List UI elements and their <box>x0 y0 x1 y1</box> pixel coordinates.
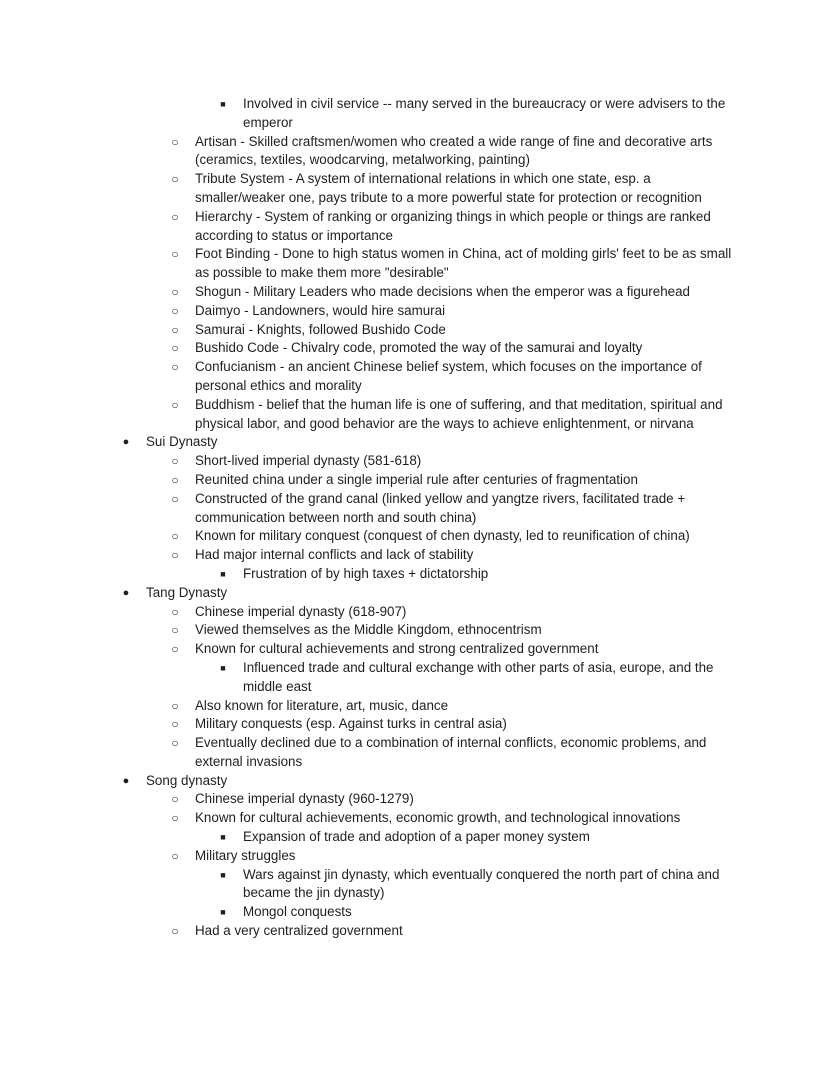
list-item <box>0 922 735 941</box>
outline-list <box>0 95 828 941</box>
list-item <box>0 621 735 640</box>
list-item-text: Known for military conquest (conquest of chen dynasty, led to reunification of china) <box>195 528 690 544</box>
list-item-text: Hierarchy - System of ranking or organizing things in which people or things are ranked according to status or importance <box>195 208 711 243</box>
list-item-text: Had a very centralized government <box>195 923 403 939</box>
square-bullet-icon: ■ <box>220 99 226 109</box>
list-item <box>0 734 735 772</box>
list-item-text: Frustration of by high taxes + dictatorship <box>243 565 489 581</box>
list-item-text: Buddhism - belief that the human life is one of suffering, and that meditation, spiritual and physical labor, and good behavior are the ways to achieve enlightenment, or nirvana <box>195 396 723 431</box>
list-item-text: Involved in civil service -- many served in the bureaucracy or were advisers to the emperor <box>243 96 726 130</box>
list-item <box>0 828 735 847</box>
hollow-circle-bullet-icon: ○ <box>171 284 179 299</box>
list-item <box>0 527 735 546</box>
list-item-text: Reunited china under a single imperial rule after centuries of fragmentation <box>195 471 638 487</box>
list-item <box>0 640 735 659</box>
list-item <box>0 321 735 340</box>
list-item <box>0 847 735 866</box>
list-item <box>0 358 735 396</box>
filled-circle-bullet-icon: ● <box>122 774 130 787</box>
list-item-text: Chinese imperial dynasty (960-1279) <box>195 791 414 807</box>
list-item <box>0 471 735 490</box>
hollow-circle-bullet-icon: ○ <box>171 604 179 619</box>
hollow-circle-bullet-icon: ○ <box>171 454 179 469</box>
list-item <box>0 659 735 697</box>
filled-circle-bullet-icon: ● <box>122 586 130 599</box>
hollow-circle-bullet-icon: ○ <box>171 303 179 318</box>
list-item <box>0 95 735 133</box>
list-item-text: Also known for literature, art, music, dance <box>195 697 449 713</box>
list-item-text: Eventually declined due to a combination of internal conflicts, economic problems, and external invasions <box>195 735 707 769</box>
list-item <box>0 603 735 622</box>
list-item-text: Known for cultural achievements, economic growth, and technological innovations <box>195 810 681 826</box>
list-item-text: Influenced trade and cultural exchange with other parts of asia, europe, and the middle east <box>243 659 714 694</box>
list-item-text: Foot Binding - Done to high status women in China, act of molding girls' feet to be as small as possible to make them more "desirable" <box>195 246 732 281</box>
list-item-text: Military struggles <box>195 847 296 863</box>
list-item-text: Short-lived imperial dynasty (581-618) <box>195 453 422 469</box>
hollow-circle-bullet-icon: ○ <box>171 792 179 807</box>
hollow-circle-bullet-icon: ○ <box>171 924 179 939</box>
list-item <box>0 790 735 809</box>
list-item <box>0 283 735 302</box>
hollow-circle-bullet-icon: ○ <box>171 698 179 713</box>
list-item <box>0 903 735 922</box>
hollow-circle-bullet-icon: ○ <box>171 717 179 732</box>
list-item-text: Had major internal conflicts and lack of stability <box>195 547 474 563</box>
list-item-text: Tribute System - A system of international relations in which one state, esp. a smaller/weaker one, pays tribute to a more powerful state for protection or recognition <box>195 171 702 205</box>
list-item-text: Military conquests (esp. Against turks in central asia) <box>195 716 507 732</box>
list-item-text: Bushido Code - Chivalry code, promoted the way of the samurai and loyalty <box>195 340 643 356</box>
list-item <box>0 339 735 358</box>
hollow-circle-bullet-icon: ○ <box>171 623 179 638</box>
square-bullet-icon: ■ <box>220 907 226 918</box>
hollow-circle-bullet-icon: ○ <box>171 491 179 506</box>
list-item <box>0 490 735 528</box>
list-item-text: Song dynasty <box>146 772 228 788</box>
list-item <box>0 772 736 791</box>
list-item-text: Sui Dynasty <box>146 434 218 450</box>
list-item-text: Expansion of trade and adoption of a paper money system <box>243 829 590 845</box>
list-item <box>0 715 735 734</box>
list-item <box>0 433 736 452</box>
hollow-circle-bullet-icon: ○ <box>171 360 179 375</box>
list-item <box>0 565 735 584</box>
hollow-circle-bullet-icon: ○ <box>171 341 179 356</box>
hollow-circle-bullet-icon: ○ <box>171 548 179 563</box>
hollow-circle-bullet-icon: ○ <box>171 134 179 149</box>
list-item <box>0 584 736 603</box>
square-bullet-icon: ■ <box>220 832 226 843</box>
list-item-text: Confucianism - an ancient Chinese belief system, which focuses on the importance of personal ethics and morality <box>195 359 702 393</box>
list-item-text: Constructed of the grand canal (linked yellow and yangtze rivers, facilitated trade + communication between north and south china) <box>195 490 686 525</box>
list-item <box>0 396 735 434</box>
list-item-text: Artisan - Skilled craftsmen/women who created a wide range of fine and decorative arts (ceramics, textiles, woodcarving, metalworking, painting) <box>195 133 713 168</box>
hollow-circle-bullet-icon: ○ <box>171 397 179 412</box>
square-bullet-icon: ■ <box>220 869 226 880</box>
list-item <box>0 170 735 208</box>
list-item-text: Mongol conquests <box>243 904 352 920</box>
hollow-circle-bullet-icon: ○ <box>171 322 179 337</box>
list-item <box>0 302 735 321</box>
list-item <box>0 697 735 716</box>
list-item-text: Viewed themselves as the Middle Kingdom, ethnocentrism <box>195 622 542 638</box>
hollow-circle-bullet-icon: ○ <box>171 172 179 187</box>
list-item-text: Known for cultural achievements and strong centralized government <box>195 641 599 657</box>
list-item <box>0 208 735 246</box>
filled-circle-bullet-icon: ● <box>122 436 130 449</box>
list-item <box>0 809 735 828</box>
hollow-circle-bullet-icon: ○ <box>171 529 179 544</box>
hollow-circle-bullet-icon: ○ <box>171 811 179 826</box>
list-item-text: Wars against jin dynasty, which eventually conquered the north part of china and became the jin dynasty) <box>243 866 720 901</box>
hollow-circle-bullet-icon: ○ <box>171 247 179 262</box>
list-item-text: Daimyo - Landowners, would hire samurai <box>195 302 446 318</box>
list-item <box>0 133 735 171</box>
list-item-text: Tang Dynasty <box>146 584 228 600</box>
list-item <box>0 866 735 904</box>
list-item <box>0 245 735 283</box>
hollow-circle-bullet-icon: ○ <box>171 642 179 657</box>
list-item-text: Chinese imperial dynasty (618-907) <box>195 603 407 619</box>
hollow-circle-bullet-icon: ○ <box>171 736 179 751</box>
hollow-circle-bullet-icon: ○ <box>171 848 179 863</box>
hollow-circle-bullet-icon: ○ <box>171 472 179 487</box>
square-bullet-icon: ■ <box>220 662 226 673</box>
square-bullet-icon: ■ <box>220 568 226 579</box>
list-item <box>0 546 735 565</box>
list-item-text: Shogun - Military Leaders who made decisions when the emperor was a figurehead <box>195 283 690 299</box>
list-item-text: Samurai - Knights, followed Bushido Code <box>195 321 446 337</box>
list-item <box>0 452 735 471</box>
hollow-circle-bullet-icon: ○ <box>171 209 179 224</box>
